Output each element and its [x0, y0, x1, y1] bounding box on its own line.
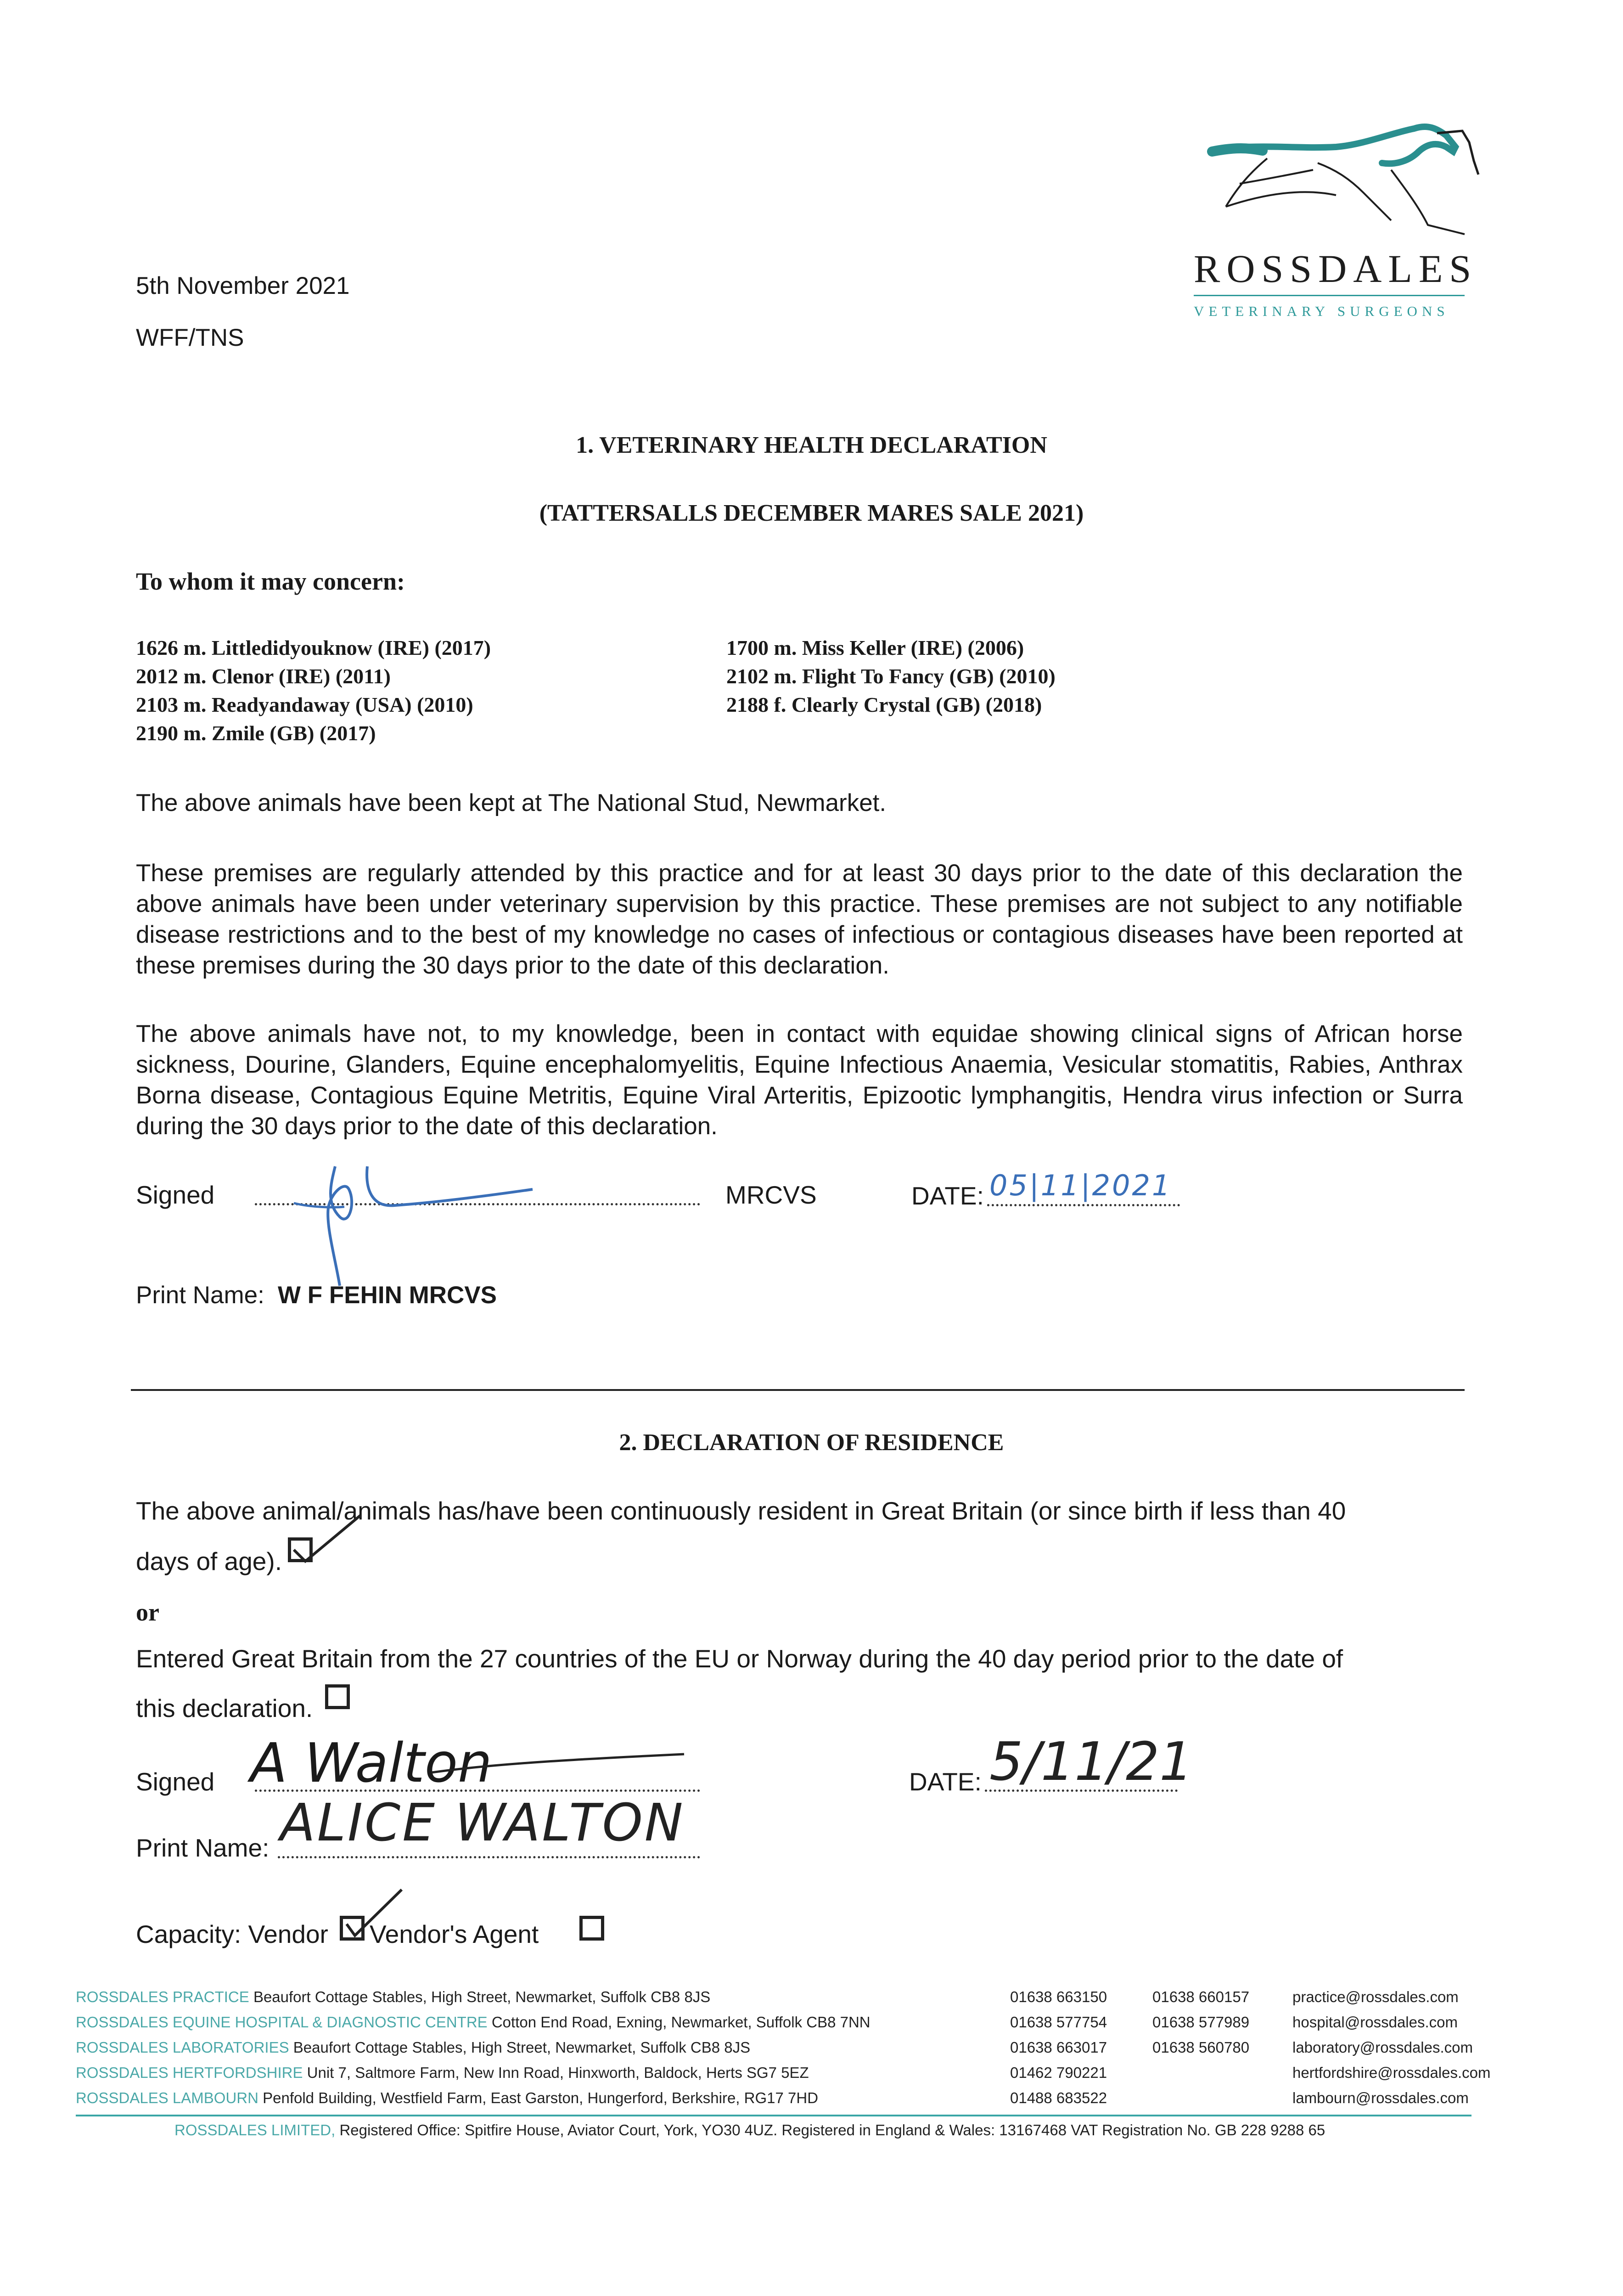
footer-address: Unit 7, Saltmore Farm, New Inn Road, Hinxworth, Baldock, Herts SG7 5EZ	[307, 2064, 809, 2081]
footer-tel2: 01638 577989	[1152, 2014, 1250, 2031]
vendor-agent-label: Vendor's Agent	[370, 1920, 539, 1948]
footer-tel2: 01638 660157	[1152, 1988, 1250, 2005]
footer-email[interactable]: lambourn@rossdales.com	[1292, 2089, 1469, 2106]
vendor-handwritten-date: 5/11/21	[989, 1731, 1193, 1793]
footer-row	[76, 1988, 710, 2006]
vet-print-name-label: Print Name:	[136, 1282, 264, 1309]
horse-entry: 1700 m. Miss Keller (IRE) (2006)	[726, 636, 1024, 659]
para-contact: The above animals have not, to my knowledge, been in contact with equidae showing clinical signs of African horse sickness, Dourine, Glanders, Equine encephalomyelitis, Equine Infectious Anaemia, Vesicular stomatitis, Rabies, Anthrax Borna disease, Contagious Equine Metritis, Equine Viral Arteritis, Epizootic lymphangitis, Hendra virus infection or Surra during the 30 days prior to the date of this declaration.	[136, 1020, 1463, 1140]
brand-tagline: VETERINARY SURGEONS	[1194, 303, 1449, 319]
residence-checkbox-eu[interactable]	[325, 1684, 350, 1709]
salutation: To whom it may concern:	[136, 568, 405, 595]
signature-flourish	[427, 1745, 702, 1782]
footer-tel1: 01488 683522	[1010, 2089, 1107, 2106]
vet-handwritten-date: 05|11|2021	[989, 1169, 1172, 1202]
rossdales-logo	[1185, 115, 1478, 331]
vet-signature	[275, 1139, 597, 1290]
para-kept-at: The above animals have been kept at The National Stud, Newmarket.	[136, 789, 887, 816]
para-premises: These premises are regularly attended by this practice and for at least 30 days prior to the date of this declaration the above animals have been under veterinary supervision by this practice. These premises are not subject to any notifiable disease restrictions and to the best of my knowledge no cases of infectious or contagious diseases have been reported at these premises during the 30 days prior to the date of this declaration.	[136, 860, 1463, 979]
footer-tel1: 01462 790221	[1010, 2064, 1107, 2081]
footer-email[interactable]: practice@rossdales.com	[1292, 1988, 1459, 2005]
footer-row	[76, 2039, 750, 2056]
horse-entry: 2012 m. Clenor (IRE) (2011)	[136, 664, 391, 688]
residence-option1-line1: The above animal/animals has/have been continuously resident in Great Britain (or since birth if less than 40	[136, 1497, 1346, 1525]
vendor-print-name-line	[278, 1856, 700, 1858]
footer-tel2: 01638 560780	[1152, 2039, 1250, 2056]
footer-email[interactable]: laboratory@rossdales.com	[1292, 2039, 1473, 2056]
footer-address: Penfold Building, Westfield Farm, East Garston, Hungerford, Berkshire, RG17 7HD	[263, 2089, 819, 2106]
vet-date-label: DATE:	[911, 1182, 984, 1210]
vet-print-name: W F FEHIN MRCVS	[278, 1282, 497, 1309]
section1-subheading: (TATTERSALLS DECEMBER MARES SALE 2021)	[539, 500, 1084, 526]
brand-name: ROSSDALES	[1194, 247, 1478, 291]
horse-logo-icon	[1198, 115, 1483, 253]
footer-unit: ROSSDALES HERTFORDSHIRE	[76, 2064, 303, 2081]
footer	[0, 1988, 1623, 2154]
horse-entry: 1626 m. Littledidyouknow (IRE) (2017)	[136, 636, 491, 659]
vendor-print-name: ALICE WALTON	[280, 1793, 685, 1853]
footer-address: Cotton End Road, Exning, Newmarket, Suffolk CB8 7NN	[491, 2014, 870, 2031]
letter-date: 5th November 2021	[136, 272, 350, 299]
footer-row	[76, 2014, 870, 2031]
footer-unit: ROSSDALES LAMBOURN	[76, 2089, 258, 2106]
brand-divider	[1194, 295, 1465, 296]
mrcvs-label: MRCVS	[725, 1181, 817, 1209]
footer-tel1: 01638 663017	[1010, 2039, 1107, 2056]
section2-heading: 2. DECLARATION OF RESIDENCE	[619, 1429, 1004, 1456]
footer-email[interactable]: hertfordshire@rossdales.com	[1292, 2064, 1491, 2081]
residence-option2-line1: Entered Great Britain from the 27 countries of the EU or Norway during the 40 day period prior to the date of	[136, 1644, 1343, 1673]
footer-tel1: 01638 663150	[1010, 1988, 1107, 2005]
vet-signed-label: Signed	[136, 1181, 215, 1209]
checkmark-icon	[285, 1511, 367, 1570]
footer-row	[76, 2064, 809, 2082]
section1-heading: 1. VETERINARY HEALTH DECLARATION	[576, 432, 1047, 458]
horse-list-right	[726, 634, 1056, 719]
section-divider	[131, 1389, 1465, 1391]
footer-registered-company: ROSSDALES LIMITED,	[174, 2122, 336, 2138]
vendor-date-label: DATE:	[909, 1767, 982, 1796]
vendor-signature: A Walton	[250, 1731, 492, 1795]
residence-option2-line2: this declaration.	[136, 1694, 313, 1722]
footer-email[interactable]: hospital@rossdales.com	[1292, 2014, 1458, 2031]
horse-entry: 2102 m. Flight To Fancy (GB) (2010)	[726, 664, 1056, 688]
horse-entry: 2190 m. Zmile (GB) (2017)	[136, 721, 376, 745]
footer-registered-text: Registered Office: Spitfire House, Aviator Court, York, YO30 4UZ. Registered in England & Wales: 13167468 VAT Registration No. GB 228 9288 65	[339, 2122, 1325, 2138]
residence-option1-line2: days of age).	[136, 1547, 282, 1576]
footer-address: Beaufort Cottage Stables, High Street, Newmarket, Suffolk CB8 8JS	[293, 2039, 751, 2056]
footer-address: Beaufort Cottage Stables, High Street, Newmarket, Suffolk CB8 8JS	[253, 1988, 711, 2005]
footer-unit: ROSSDALES LABORATORIES	[76, 2039, 289, 2056]
vendor-signed-label: Signed	[136, 1767, 215, 1796]
footer-registered	[174, 2122, 1325, 2139]
capacity-label: Capacity: Vendor	[136, 1920, 328, 1948]
letter-reference: WFF/TNS	[136, 324, 244, 351]
or-label: or	[136, 1598, 159, 1626]
horse-entry: 2103 m. Readyandaway (USA) (2010)	[136, 693, 473, 716]
vet-date-line	[987, 1204, 1180, 1206]
footer-row	[76, 2089, 818, 2107]
footer-unit: ROSSDALES EQUINE HOSPITAL & DIAGNOSTIC CENTRE	[76, 2014, 488, 2031]
horse-entry: 2188 f. Clearly Crystal (GB) (2018)	[726, 693, 1042, 716]
footer-unit: ROSSDALES PRACTICE	[76, 1988, 249, 2005]
capacity-checkbox-vendor-agent[interactable]	[579, 1916, 604, 1941]
horse-list-left	[136, 634, 491, 748]
vendor-print-name-label: Print Name:	[136, 1834, 270, 1862]
footer-divider	[76, 2115, 1471, 2116]
footer-tel1: 01638 577754	[1010, 2014, 1107, 2031]
